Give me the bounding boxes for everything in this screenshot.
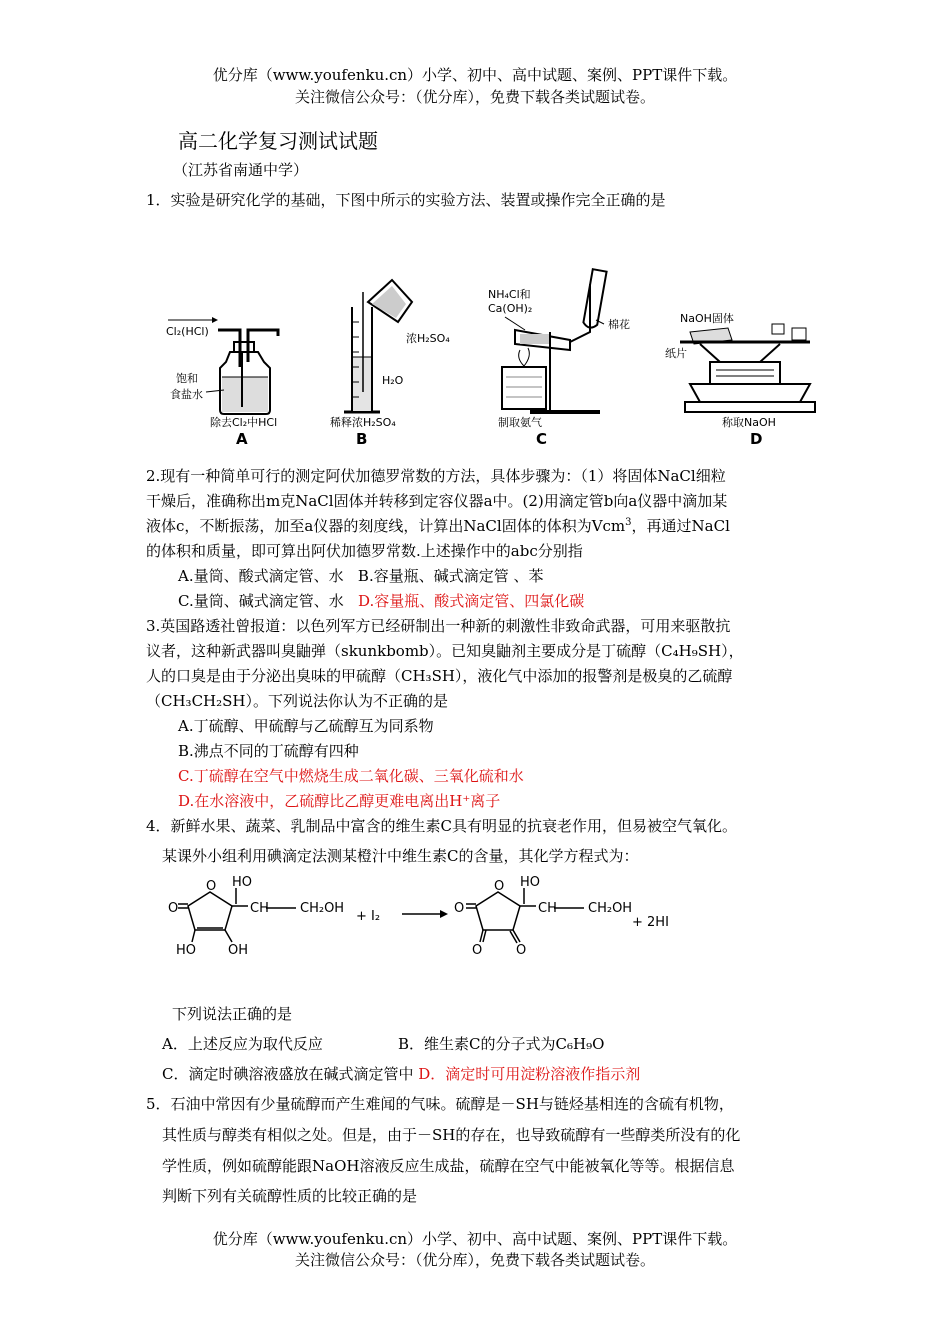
apparatus-d bbox=[665, 311, 815, 448]
q4-option-c: C．滴定时碘溶液盛放在碱式滴定管中 bbox=[162, 1065, 414, 1083]
svg-text:饱和: 饱和 bbox=[176, 372, 198, 385]
svg-text:除去Cl₂中HCl: 除去Cl₂中HCl bbox=[210, 416, 278, 429]
svg-text:HO: HO bbox=[232, 875, 253, 890]
q2-option-b: B.容量瓶、碱式滴定管 、苯 bbox=[357, 567, 544, 585]
svg-text:HO: HO bbox=[176, 943, 197, 958]
apparatus-b bbox=[330, 280, 450, 448]
q2-line-1: 2.现有一种简单可行的测定阿伏加德罗常数的方法，具体步骤为：（1）将固体NaCl细粒 bbox=[146, 467, 726, 485]
q2-options-cd bbox=[178, 591, 584, 611]
svg-text:NH₄Cl和: NH₄Cl和 bbox=[488, 288, 531, 301]
q3-option-a: A.丁硫醇、甲硫醇与乙硫醇互为同系物 bbox=[178, 717, 434, 735]
footer-line-2: 关注微信公众号：（优分库），免费下载各类试题试卷。 bbox=[294, 1251, 655, 1269]
q4-option-a: A．上述反应为取代反应 bbox=[162, 1035, 323, 1053]
q3-option-c: C.丁硫醇在空气中燃烧生成二氧化碳、三氧化硫和水 bbox=[178, 767, 524, 785]
q2-options-ab bbox=[178, 566, 543, 586]
svg-text:A: A bbox=[236, 430, 248, 448]
svg-text:+ I₂: + I₂ bbox=[356, 909, 381, 924]
svg-text:纸片: 纸片 bbox=[665, 347, 687, 360]
q1-stem: 1．实验是研究化学的基础，下图中所示的实验方法、装置或操作完全正确的是 bbox=[146, 191, 666, 209]
q3-line-1: 3.英国路透社曾报道：以色列军方已经研制出一种新的刺激性非致命武器，可用来驱散抗 bbox=[146, 617, 731, 635]
q4-line-3: 下列说法正确的是 bbox=[172, 1005, 293, 1023]
q2-line-3: 液体c，不断振荡，加至a仪器的刻度线，计算出NaCl固体的体积为Vcm$^3$，再通过NaCl bbox=[146, 517, 730, 535]
school-name: （江苏省南通中学） bbox=[173, 161, 309, 179]
svg-text:Cl₂(HCl): Cl₂(HCl) bbox=[166, 325, 209, 338]
q4-option-d: D．滴定时可用淀粉溶液作指示剂 bbox=[418, 1065, 641, 1083]
svg-text:HO: HO bbox=[520, 875, 541, 890]
svg-text:O: O bbox=[168, 901, 179, 916]
svg-text:CH₂OH: CH₂OH bbox=[588, 901, 633, 916]
svg-text:棉花: 棉花 bbox=[608, 318, 630, 331]
apparatus-c bbox=[488, 269, 630, 448]
apparatus-a bbox=[166, 317, 278, 448]
q5-line-2: 其性质与醇类有相似之处。但是，由于－SH的存在，也导致硫醇有一些醇类所没有的化 bbox=[162, 1126, 741, 1144]
svg-text:+ 2HI: + 2HI bbox=[632, 915, 669, 930]
page-title: 高二化学复习测试试题 bbox=[178, 129, 378, 153]
q4-options-cd bbox=[162, 1064, 640, 1084]
svg-text:H₂O: H₂O bbox=[382, 374, 404, 387]
q2-line-4: 的体积和质量，即可算出阿伏加德罗常数.上述操作中的abc分别指 bbox=[146, 542, 583, 560]
svg-text:O: O bbox=[494, 879, 505, 894]
q3-line-2: 议者，这种新武器叫臭鼬弹（skunkbomb）。已知臭鼬剂主要成分是丁硫醇（C₄H₉SH）， bbox=[146, 642, 744, 660]
svg-text:B: B bbox=[356, 430, 368, 448]
q3-line-4: （CH₃CH₂SH）。下列说法你认为不正确的是 bbox=[146, 692, 449, 710]
q3-option-d: D.在水溶液中，乙硫醇比乙醇更难电离出H⁺离子 bbox=[178, 792, 501, 810]
svg-text:O: O bbox=[472, 943, 483, 958]
svg-text:OH: OH bbox=[228, 943, 249, 958]
svg-text:制取氨气: 制取氨气 bbox=[498, 416, 542, 429]
svg-text:称取NaOH: 称取NaOH bbox=[722, 416, 776, 429]
svg-text:CH: CH bbox=[538, 901, 557, 916]
q1-apparatus-figure bbox=[160, 262, 820, 452]
q4-line-2: 某课外小组利用碘滴定法测某橙汁中维生素C的含量，其化学方程式为： bbox=[162, 847, 639, 865]
q4-option-b: B．维生素C的分子式为C₆H₉O bbox=[398, 1035, 605, 1053]
q2-option-d: D.容量瓶、酸式滴定管、四氯化碳 bbox=[358, 592, 585, 610]
svg-text:CH₂OH: CH₂OH bbox=[300, 901, 345, 916]
q2-option-a: A.量筒、酸式滴定管、水 bbox=[178, 567, 344, 585]
q4-equation bbox=[170, 870, 690, 980]
vitamin-c-structure bbox=[178, 888, 296, 942]
q5-line-4: 判断下列有关硫醇性质的比较正确的是 bbox=[162, 1187, 418, 1205]
svg-text:O: O bbox=[516, 943, 527, 958]
svg-text:O: O bbox=[454, 901, 465, 916]
q5-line-3: 学性质，例如硫醇能跟NaOH溶液反应生成盐，硫醇在空气中能被氧化等等。根据信息 bbox=[162, 1157, 735, 1175]
header-line-2: 关注微信公众号：（优分库），免费下载各类试题试卷。 bbox=[294, 88, 655, 106]
svg-text:D: D bbox=[750, 430, 763, 448]
svg-text:食盐水: 食盐水 bbox=[170, 388, 203, 401]
header-line-1: 优分库（www.youfenku.cn）小学、初中、高中试题、案例、PPT课件下载。 bbox=[212, 66, 738, 84]
q3-line-3: 人的口臭是由于分泌出臭味的甲硫醇（CH₃SH），液化气中添加的报警剂是极臭的乙硫醇 bbox=[146, 667, 733, 685]
q2-option-c: C.量筒、碱式滴定管、水 bbox=[178, 592, 344, 610]
q5-line-1: 5．石油中常因有少量硫醇而产生难闻的气味。硫醇是－SH与链烃基相连的含硫有机物， bbox=[146, 1095, 734, 1113]
svg-text:C: C bbox=[536, 430, 548, 448]
svg-text:稀释浓H₂SO₄: 稀释浓H₂SO₄ bbox=[330, 416, 396, 429]
q3-option-b: B.沸点不同的丁硫醇有四种 bbox=[178, 742, 359, 760]
q4-line-1: 4．新鲜水果、蔬菜、乳制品中富含的维生素C具有明显的抗衰老作用，但易被空气氧化。 bbox=[146, 817, 738, 835]
svg-text:CH: CH bbox=[250, 901, 269, 916]
footer-line-1: 优分库（www.youfenku.cn）小学、初中、高中试题、案例、PPT课件下载。 bbox=[212, 1230, 738, 1248]
svg-text:O: O bbox=[206, 879, 217, 894]
dehydro-vitamin-c-structure bbox=[466, 888, 584, 943]
svg-text:Ca(OH)₂: Ca(OH)₂ bbox=[488, 302, 533, 315]
svg-text:浓H₂SO₄: 浓H₂SO₄ bbox=[406, 332, 450, 345]
svg-text:NaOH固体: NaOH固体 bbox=[680, 312, 734, 325]
q2-line-2: 干燥后，准确称出m克NaCl固体并转移到定容仪器a中。(2)用滴定管b向a仪器中滴加某 bbox=[146, 492, 728, 510]
